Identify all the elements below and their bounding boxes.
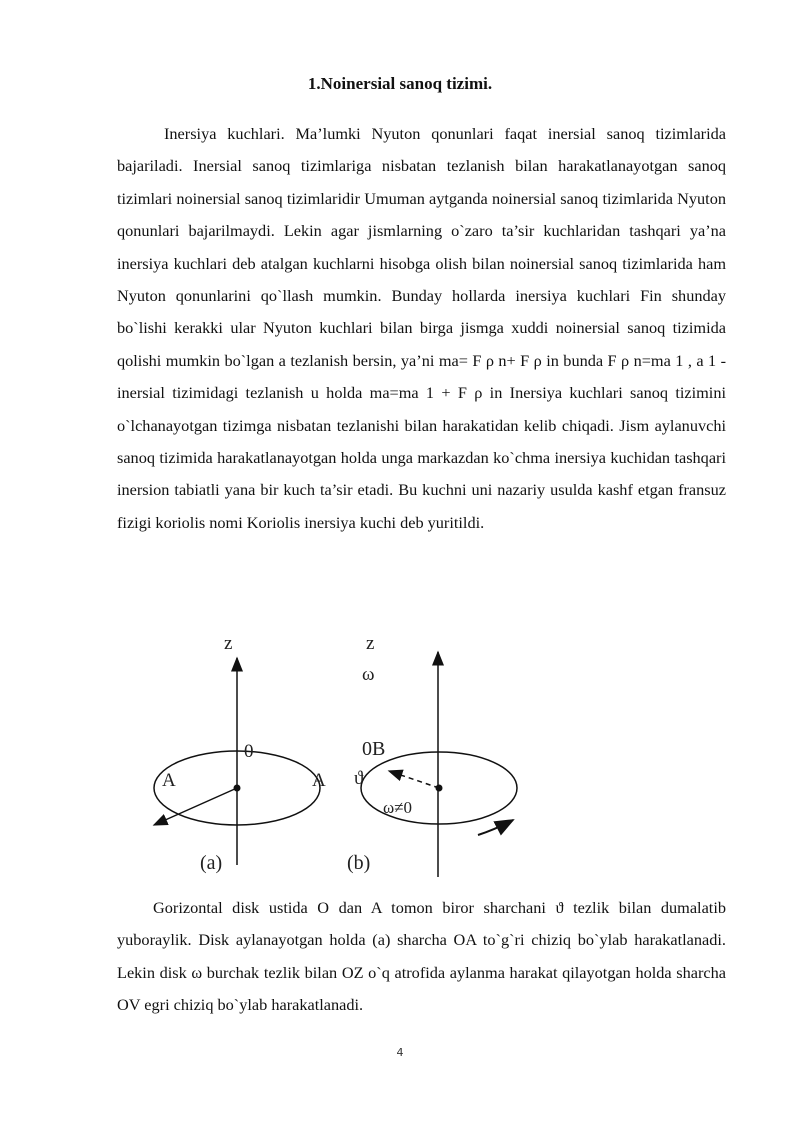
panel-a-origin-label: 0 [244,741,254,762]
page-title: 1.Noinersial sanoq tizimi. [307,74,493,93]
panel-b-omega-nonzero-label: ω≠0 [383,798,413,817]
paragraph-intro: Inersiya kuchlari. Ma’lumki Nyuton qonunlari faqat inersial sanoq tizimlarida bajariladi. Inersial sanoq tizimlariga nisbatan tezlanish bilan harakatlanayotgan sanoq tizimlari noinersial sanoq tizimlaridir Umuman aytganda noinersial sanoq tizimlarida Nyuton qonunlari bajarilmaydi. Lekin agar jismlarning o`zaro ta’sir kuchlaridan tashqari ya’na inersiya kuchlari deb atalgan kuchlarni hisobga olish bilan noinersial sanoq tizimlarida ham Nyuton qonunlarini qo`llash mumkin. Bunday hollarda inersiya kuchlari Fin shunday bo`lishi kerakki ular Nyuton kuchlari bilan birga jismga xuddi noinersial sanoq tizimida qolishi mumkin bo`lgan a tezlanish bersin, ya’ni ma= F ρ n+ F ρ in bunda F ρ n=ma 1 , a 1 - inersial tizimidagi tezlanish u holda ma=ma 1 + F ρ in Inersiya kuchlari sanoq tizimini o`lchanayotgan tizimga nisbatan tezlanishi bilan harakatidan kelib chiqadi. Jism aylanuvchi sanoq tizimida harakatlanayotgan holda unga markazdan ko`chma inersiya kuchidan tashqari inersion tabiatli yana bir kuch ta’sir etadi. Bu kuchni uni nazariy usulda kashf etgan fransuz fizigi koriolis nomi Koriolis inersiya kuchi deb yuritildi. [117,124,726,532]
panel-a-point-left-label: A [162,770,176,791]
panel-b-ob-dashed-arrow [389,771,439,788]
panel-b-origin-b-label: 0B [362,738,386,760]
coriolis-figure [140,625,540,885]
page-number: 4 [396,1046,404,1059]
panel-a-point-right-label: A [312,770,326,791]
panel-b-velocity-label: ϑ [354,768,364,789]
panel-b-axis-label: z [366,633,375,654]
panel-a-axis-label: z [224,633,233,654]
panel-a [154,633,326,874]
panel-b [347,633,517,877]
panel-a-caption: (a) [200,852,223,874]
paragraph-description: Gorizontal disk ustida O dan A tomon biror sharchani ϑ tezlik bilan dumalatib yuboraylik. Disk aylanayotgan holda (a) sharcha OA to`g`ri chiziq bo`ylab harakatlanadi. Lekin disk ω burchak tezlik bilan OZ o`q atrofida aylanma harakat qilayotgan holda sharcha OV egri chiziq bo`ylab harakatlanadi. [117,898,726,1015]
panel-b-omega-label: ω [362,664,375,685]
panel-b-caption: (b) [347,852,371,874]
panel-b-rotation-arrow [478,820,513,835]
